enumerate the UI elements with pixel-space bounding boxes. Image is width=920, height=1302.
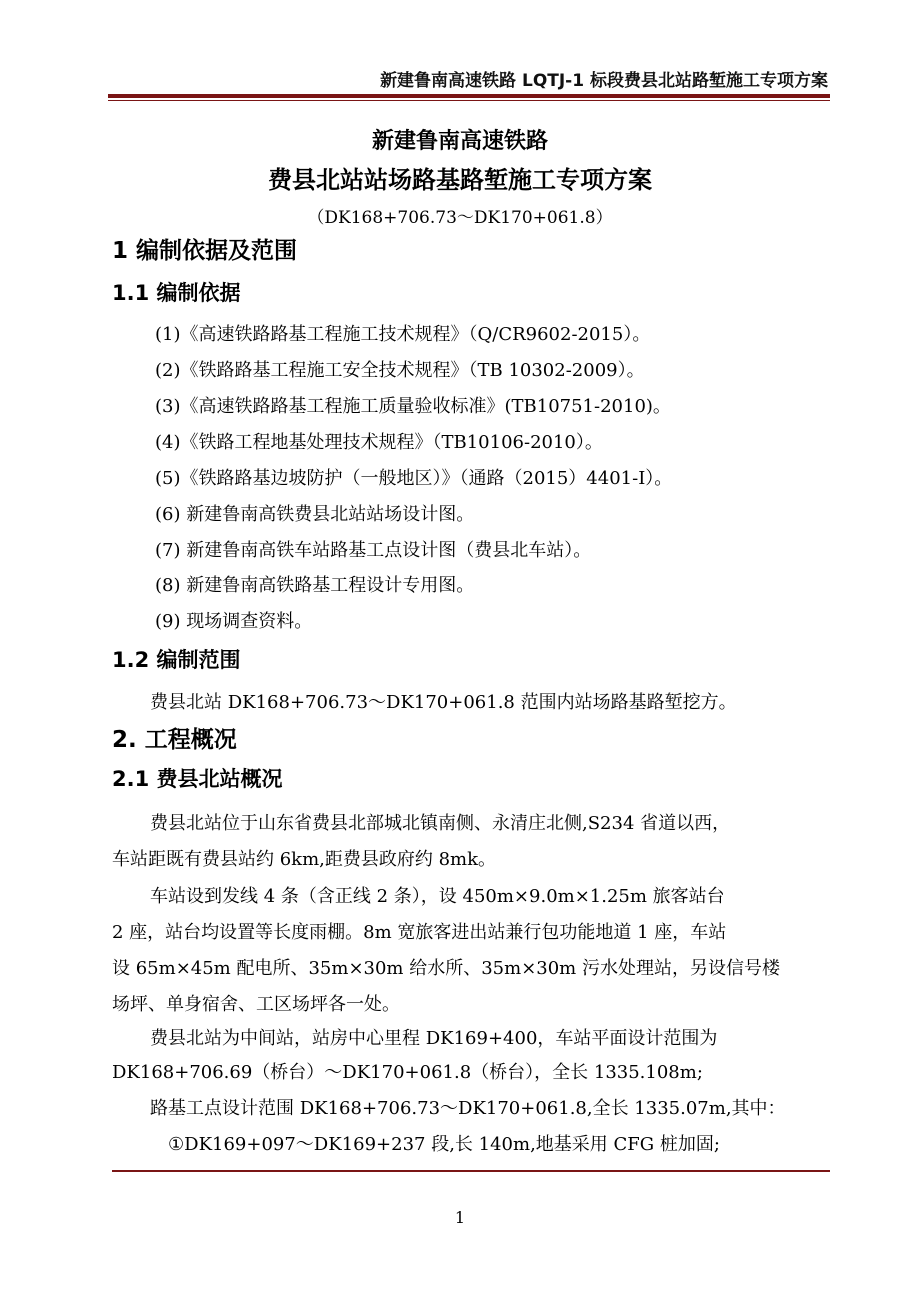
reference-item-6: (6) 新建鲁南高铁费县北站站场设计图。 (155, 504, 475, 525)
reference-item-4: (4)《铁路工程地基处理技术规程》（TB10106-2010）。 (155, 432, 603, 453)
overview-line-9: 路基工点设计范围 DK168+706.73～DK170+061.8,全长 1335.07m,其中： (150, 1098, 786, 1119)
heading-section-1-2: 1.2 编制范围 (112, 648, 241, 672)
reference-item-5: (5)《铁路路基边坡防护（一般地区）》（通路（2015）4401-Ⅰ）。 (155, 468, 673, 489)
reference-item-9: (9) 现场调查资料。 (155, 611, 313, 632)
heading-section-2-1: 2.1 费县北站概况 (112, 767, 283, 791)
overview-line-8: DK168+706.69（桥台）～DK170+061.8（桥台），全长 1335.108m; (112, 1062, 703, 1083)
page-number: 1 (454, 1208, 466, 1227)
reference-item-1: (1)《高速铁路路基工程施工技术规程》（Q/CR9602-2015）。 (155, 324, 651, 345)
doc-title-line2: 费县北站站场路基路堑施工专项方案 (268, 166, 652, 194)
overview-line-6: 场坪、单身宿舍、工区场坪各一处。 (112, 994, 400, 1015)
scope-paragraph: 费县北站 DK168+706.73～DK170+061.8 范围内站场路基路堑挖方。 (150, 692, 737, 713)
doc-title-line1: 新建鲁南高速铁路 (371, 129, 548, 154)
heading-section-1: 1 编制依据及范围 (112, 238, 298, 264)
reference-item-8: (8) 新建鲁南高铁路基工程设计专用图。 (155, 575, 475, 596)
doc-title-range: （DK168+706.73～DK170+061.8） (307, 208, 613, 228)
overview-line-4: 2 座，站台均设置等长度雨棚。8m 宽旅客进出站兼行包功能地道 1 座，车站 (112, 922, 727, 943)
overview-line-10: ①DK169+097～DK169+237 段,长 140m,地基采用 CFG 桩加固; (168, 1134, 720, 1155)
overview-line-2: 车站距既有费县站约 6km,距费县政府约 8mk。 (112, 849, 497, 870)
running-header: 新建鲁南高速铁路 LQTJ-1 标段费县北站路堑施工专项方案 (380, 71, 828, 91)
header-rule-thin (108, 100, 830, 101)
header-rule-thick (108, 94, 830, 98)
footer-rule (112, 1170, 830, 1172)
reference-item-7: (7) 新建鲁南高铁车站路基工点设计图（费县北车站）。 (155, 540, 592, 561)
overview-line-3: 车站设到发线 4 条（含正线 2 条），设 450m×9.0m×1.25m 旅客站台 (150, 886, 725, 907)
overview-line-1: 费县北站位于山东省费县北部城北镇南侧、永清庄北侧,S234 省道以西， (150, 813, 731, 834)
overview-line-7: 费县北站为中间站，站房中心里程 DK169+400，车站平面设计范围为 (150, 1028, 718, 1049)
heading-section-2: 2. 工程概况 (112, 727, 237, 753)
reference-item-3: (3)《高速铁路路基工程施工质量验收标准》(TB10751-2010)。 (155, 396, 671, 417)
overview-line-5: 设 65m×45m 配电所、35m×30m 给水所、35m×30m 污水处理站，另设信号楼 (112, 958, 780, 979)
heading-section-1-1: 1.1 编制依据 (112, 281, 241, 305)
reference-item-2: (2)《铁路路基工程施工安全技术规程》（TB 10302-2009）。 (155, 360, 645, 381)
